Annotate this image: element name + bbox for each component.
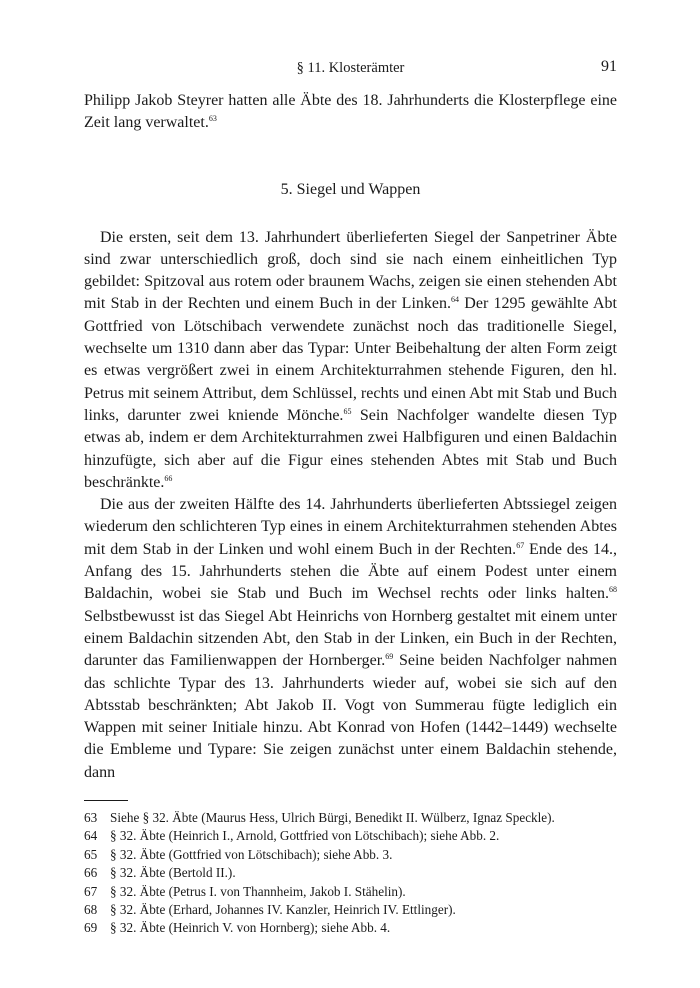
paragraph-2	[84, 494, 617, 784]
paragraph-1-text-2: Der 1295 gewählte Abt Gottfried von Lötschibach verwendete zunächst noch das traditionelle Siegel, wechselte um 1310 dann aber das Typar: Unter Beibehaltung der alten Form zeigt es etwas vergrößert zwei in einem Architekturrahmen stehende Figuren, den hl. Petrus mit seinem Attribut, dem Schlüssel, rechts und einen Abt mit Stab und Buch links, darunter zwei kniende Mönche.	[84, 295, 617, 424]
main-text	[84, 227, 617, 784]
paragraph-2-text-2: Ende des 14., Anfang des 15. Jahrhunderts stehen die Äbte auf einem Podest unter einem Baldachin, wobei sie Stab und Buch im Wechsel rechts oder links halten.	[84, 540, 618, 603]
footnote-text: § 32. Äbte (Heinrich V. von Hornberg); siehe Abb. 4.	[110, 920, 391, 936]
footnote-ref-63[interactable]: 63	[208, 114, 217, 124]
footnote-ref-64[interactable]: 64	[451, 295, 459, 305]
footnote-text: § 32. Äbte (Heinrich I., Arnold, Gottfried von Lötschibach); siehe Abb. 2.	[110, 828, 500, 844]
footnote-number: 68	[84, 902, 98, 918]
footnote	[84, 809, 617, 827]
running-header-title: § 11. Klosterämter	[296, 60, 405, 76]
footnote-number: 64	[84, 828, 98, 844]
paragraph-2-text-1: Die aus der zweiten Hälfte des 14. Jahrhunderts überlieferten Abtssiegel zeigen wiederum den schlichteren Typ eines in einem Architekturrahmen stehenden Abtes mit dem Stab in der Linken und wohl einem Buch in der Rechten.	[84, 496, 617, 558]
footnote	[84, 883, 617, 901]
footnote-ref-68[interactable]: 68	[609, 585, 617, 595]
paragraph-1-text-1: Die ersten, seit dem 13. Jahrhundert überlieferten Siegel der Sanpetriner Äbte sind zwar unterschiedlich groß, doch sind sie nach einem einheitlichen Typ gebildet: Spitzoval aus rotem oder braunem Wachs, zeigen sie einen stehenden Abt mit Stab in der Rechten und einem Buch in der Linken.	[84, 228, 617, 313]
footnote-text: § 32. Äbte (Bertold II.).	[110, 865, 236, 881]
intro-paragraph	[84, 90, 617, 135]
section-heading: 5. Siegel und Wappen	[280, 180, 421, 198]
footnote-text: § 32. Äbte (Petrus I. von Thannheim, Jakob I. Stähelin).	[110, 883, 406, 899]
footnote-text: § 32. Äbte (Erhard, Johannes IV. Kanzler, Heinrich IV. Ettlinger).	[110, 902, 456, 918]
footnote-divider	[84, 800, 128, 801]
footnote-ref-66[interactable]: 66	[164, 473, 173, 483]
footnote	[84, 864, 617, 882]
footnote-number: 63	[84, 810, 98, 826]
intro-text: Philipp Jakob Steyrer hatten alle Äbte des 18. Jahrhunderts die Klosterpflege eine Zeit lang verwaltet.	[84, 92, 617, 132]
footnote	[84, 846, 617, 864]
footnote-text: § 32. Äbte (Gottfried von Lötschibach); siehe Abb. 3.	[110, 846, 393, 862]
footnote-ref-69[interactable]: 69	[385, 652, 394, 662]
footnote-ref-65[interactable]: 65	[343, 406, 352, 416]
footnote-number: 69	[84, 920, 98, 936]
book-page	[84, 56, 617, 938]
paragraph-2-text-4: Seine beiden Nachfolger nahmen das schlichte Typar des 13. Jahrhunderts wieder auf, wobei sie sich auf den Abtsstab beschränkten; Abt Jakob II. Vogt von Summerau fügte lediglich ein Wappen mit seiner Initiale hinzu. Abt Konrad von Hofen (1442–1449) wechselte die Embleme und Typare: Sie zeigen zunächst unter einem Baldachin stehende, dann	[84, 652, 617, 781]
footnote-number: 67	[84, 883, 98, 899]
footnotes	[84, 809, 617, 938]
footnote	[84, 901, 617, 919]
footnote-number: 65	[84, 846, 98, 862]
paragraph-1-text-3: Sein Nachfolger wandelte diesen Typ etwas ab, indem er dem Architekturrahmen zwei Halbfiguren und einen Baldachin hinzufügte, sich aber auf die Figur eines stehenden Abtes mit Stab und Buch beschränkte.	[84, 406, 617, 491]
footnote-number: 66	[84, 865, 98, 881]
running-header	[84, 56, 617, 80]
footnote	[84, 827, 617, 845]
intro-paragraph-text	[84, 90, 617, 135]
paragraph-2-text-3: Selbstbewusst ist das Siegel Abt Heinrichs von Hornberg gestaltet mit einem unter einem Baldachin sitzenden Abt, den Stab in der Linken, ein Buch in der Rechten, darunter das Familienwappen der Hornberger.	[84, 607, 617, 670]
footnote-ref-67[interactable]: 67	[516, 540, 525, 550]
paragraph-1	[84, 227, 617, 495]
footnote-text: Siehe § 32. Äbte (Maurus Hess, Ulrich Bürgi, Benedikt II. Wülberz, Ignaz Speckle).	[110, 810, 555, 826]
footnote	[84, 919, 617, 937]
page-number: 91	[601, 58, 617, 75]
